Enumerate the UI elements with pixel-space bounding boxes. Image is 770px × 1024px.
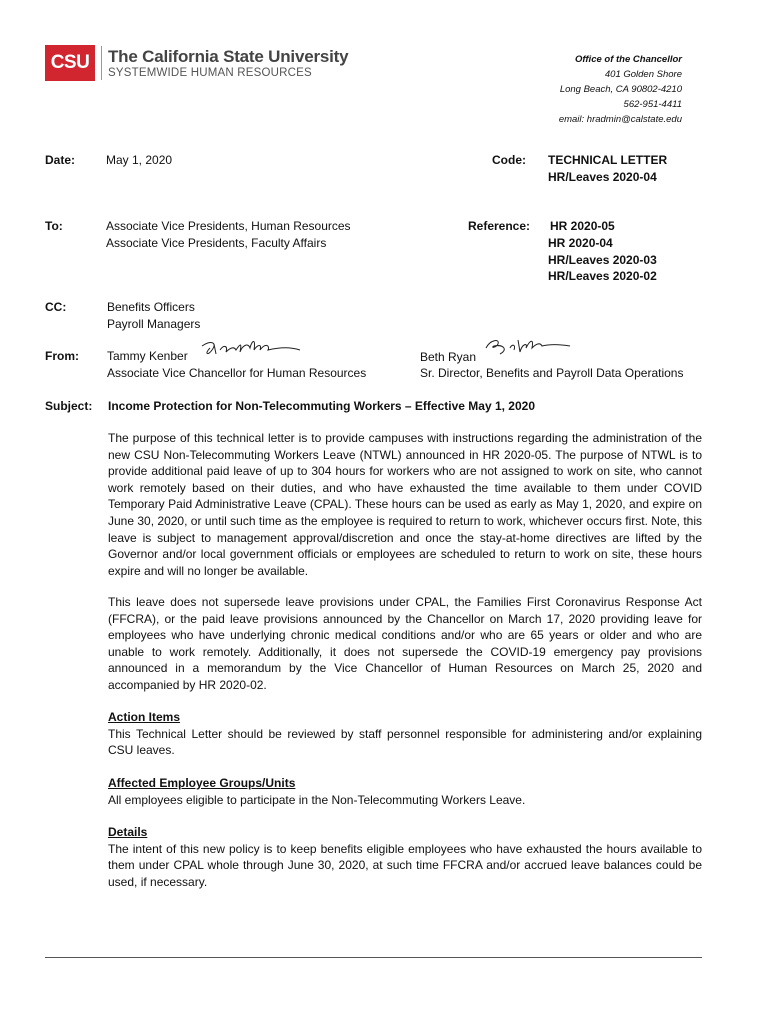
to-line-1: Associate Vice Presidents, Human Resources [106,219,351,233]
university-name: The California State University [108,46,349,66]
reference-label: Reference: [468,219,531,233]
office-street: 401 Golden Shore [604,69,682,80]
affected-groups-heading: Affected Employee Groups/Units [108,776,296,790]
code-line-1: TECHNICAL LETTER [548,153,668,167]
section-action-items [108,709,702,759]
reference-item: HR/Leaves 2020-03 [548,253,657,267]
signature-beth-ryan [480,334,575,360]
section-affected-groups [108,775,702,808]
section-details [108,824,702,890]
cc-label: CC: [45,300,67,314]
office-address [559,52,682,127]
paragraph-purpose: The purpose of this technical letter is to provide campuses with instructions regarding the administration of the new CSU Non-Telecommuting Workers Leave (NTWL) announced in HR 2020-05. The purpose of NTWL is to provide additional paid leave of up to 304 hours for workers who are not assigned to work on site, who cannot work remotely based on their duties, and who have exhausted the time available to them under COVID Temporary Paid Administrative Leave (CPAL). These hours can be used as early as May 1, 2020, and expire on June 30, 2020, or until such time as the employee is required to return to work, whichever occurs first. Note, this leave is subject to management approval/discretion and once the stay-at-home directives are lifted by the Governor and/or local government officials or employees are scheduled to return to work on site, these hours expire and will no longer be available. [108,431,702,578]
from-label: From: [45,349,79,363]
office-email: email: hradmin@calstate.edu [558,114,682,125]
logo-text [108,47,348,80]
cc-line-2: Payroll Managers [107,317,201,331]
code-line-2: HR/Leaves 2020-04 [548,170,657,184]
details-text: The intent of this new policy is to keep benefits eligible employees who have exhausted the hours available to them under CPAL whole through June 30, 2020, at such time FFCRA and/or accrued leave balances could be used, if necessary. [108,841,702,889]
csu-logo [45,45,348,81]
subject-line: Income Protection for Non-Telecommuting Workers – Effective May 1, 2020 [108,399,536,413]
reference-item: HR/Leaves 2020-02 [548,269,657,283]
from2-title: Sr. Director, Benefits and Payroll Data Operations [420,366,684,380]
signature-tammy-kenber [196,336,306,362]
office-phone: 562-951-4411 [623,99,682,110]
office-city: Long Beach, CA 90802-4210 [559,84,682,95]
footer-divider [45,957,702,958]
from1-title: Associate Vice Chancellor for Human Resources [107,366,367,380]
code-label: Code: [492,153,526,167]
from2-name: Beth Ryan [420,350,477,364]
department-name: SYSTEMWIDE HUMAN RESOURCES [108,66,312,79]
reference-item: HR 2020-04 [548,236,613,250]
date-label: Date: [45,153,76,167]
csu-logo-mark: CSU [45,45,95,81]
to-label: To: [45,219,63,233]
details-heading: Details [108,825,148,839]
affected-groups-text: All employees eligible to participate in the Non-Telecommuting Workers Leave. [108,792,526,807]
subject-label: Subject: [45,399,93,413]
logo-divider [101,46,102,80]
to-line-2: Associate Vice Presidents, Faculty Affairs [106,236,327,250]
office-name: Office of the Chancellor [575,54,682,65]
paragraph-supersede: This leave does not supersede leave provisions under CPAL, the Families First Coronavirus Response Act (FFCRA), or the paid leave provisions announced by the Chancellor on March 17, 2020 providing leave for employees who have underlying chronic medical conditions and/or who are 65 years or older and who are unable to work remotely. Additionally, it does not supersede the COVID-19 emergency pay provisions announced in a memorandum by the Vice Chancellor of Human Resources on March 25, 2020 and accompanied by HR 2020-02. [108,595,702,692]
action-items-heading: Action Items [108,710,181,724]
cc-line-1: Benefits Officers [107,300,195,314]
date-value: May 1, 2020 [106,153,173,167]
action-items-text: This Technical Letter should be reviewed by staff personnel responsible for administering and/or explaining CSU leaves. [108,726,702,758]
from1-name: Tammy Kenber [107,349,188,363]
reference-item: HR 2020-05 [550,219,615,233]
